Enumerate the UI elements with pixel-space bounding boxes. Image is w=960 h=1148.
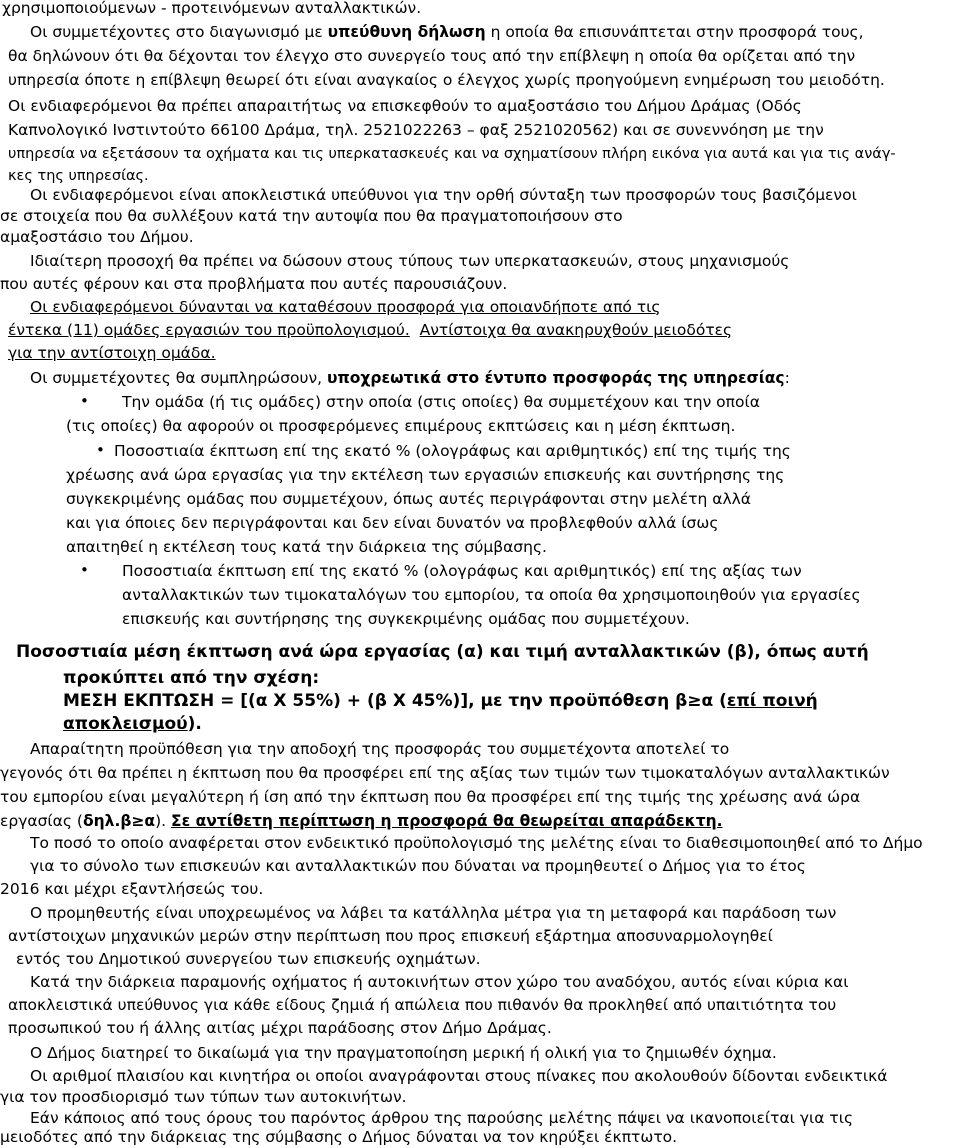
text-span: η οποία θα επισυνάπτεται στην προσφορά τους,	[485, 23, 864, 41]
underlined-span: έντεκα (11) ομάδες εργασιών του προϋπολογισμού.	[8, 321, 410, 339]
list-item-line: απαιτηθεί η εκτέλεση τους κατά την διάρκεια της σύμβασης.	[66, 538, 547, 556]
text-line: του εμπορίου είναι μεγαλύτερη ή ίση από την έκπτωση που θα προσφέρει επί της τιμής της χρέωσης ανά ώρα	[0, 788, 861, 806]
text-line	[0, 810, 723, 832]
text-span: Οι συμμετέχοντες θα συμπληρώσουν,	[30, 369, 328, 387]
list-item-line: και για όποιες δεν περιγράφονται και δεν είναι δυνατόν να προβλεφθούν αλλά ίσως	[66, 514, 719, 532]
text-line: χρησιμοποιούμενων - προτεινόμενων ανταλλακτικών.	[2, 0, 422, 17]
text-line: Οι ενδιαφερόμενοι θα πρέπει απαραιτήτως να επισκεφθούν το αμαξοστάσιο του Δήμου Δράμας (Οδός	[8, 97, 802, 115]
bold-underlined-span: Σε αντίθετη περίπτωση η προσφορά θα θεωρείται απαράδεκτη.	[171, 812, 723, 830]
bold-span: υπεύθυνη δήλωση	[327, 23, 486, 41]
formula-text: ).	[187, 714, 202, 734]
text-line: 2016 και μέχρι εξαντλήσεώς του.	[0, 880, 264, 898]
text-line: υπηρεσία όποτε η επίβλεψη θεωρεί ότι είναι αναγκαίος ο έλεγχος χωρίς προηγούμενη ενημέρωση του μειοδότη.	[8, 71, 885, 89]
underlined-span: Αντίστοιχα θα ανακηρυχθούν μειοδότες	[419, 321, 733, 339]
bullet-icon: •	[80, 561, 89, 579]
text-line: αποκλειστικά υπεύθυνος για κάθε είδους ζημιά ή απώλεια που πιθανόν θα προκληθεί από υπαιτιότητα του	[8, 996, 837, 1014]
text-line: που αυτές φέρουν και στα προβλήματα που αυτές παρουσιάζουν.	[0, 275, 508, 293]
text-line: Απαραίτητη προϋπόθεση για την αποδοχή της προσφοράς του συμμετέχοντα αποτελεί το	[30, 740, 730, 758]
text-line: Ο προμηθευτής είναι υποχρεωμένος να λάβει τα κατάλληλα μέτρα για τη μεταφορά και παράδοση των	[30, 904, 837, 922]
text-line: θα δηλώνουν ότι θα δέχονται τον έλεγχο στο συνεργείο τους από την επίβλεψη η οποία θα ορίζεται από την	[8, 47, 856, 65]
text-line	[8, 319, 732, 341]
text-span: ).	[155, 812, 171, 830]
text-span: :	[784, 369, 790, 387]
text-line: Οι αριθμοί πλαισίου και κινητήρα οι οποίοι αναγράφονται στους πίνακες που ακολουθούν δίδονται ενδεικτικά	[30, 1067, 888, 1085]
text-line: εντός του Δημοτικού συνεργείου των επισκευής οχημάτων.	[16, 950, 481, 968]
text-line: αμαξοστάσιο του Δήμου.	[0, 228, 194, 246]
text-line: κες της υπηρεσίας.	[8, 168, 149, 184]
text-line: Οι ενδιαφερόμενοι είναι αποκλειστικά υπεύθυνοι για την ορθή σύνταξη των προσφορών τους βασιζόμενοι	[30, 186, 857, 204]
formula-text: ΜΕΣΗ ΕΚΠΤΩΣΗ = [(α Χ 55%) + (β Χ 45%)], με την προϋπόθεση β≥α (	[63, 691, 727, 711]
text-line	[30, 21, 864, 43]
text-line: για τον προσδιορισμό των τύπων των αυτοκινήτων.	[0, 1088, 407, 1106]
formula-line	[63, 713, 202, 735]
formula-heading: Ποσοστιαία μέση έκπτωση ανά ώρα εργασίας (α) και τιμή ανταλλακτικών (β), όπως αυτή	[16, 642, 869, 662]
bullet-icon: •	[96, 441, 105, 459]
text-line: μειοδότες από την διάρκειας της σύμβασης ο Δήμος δύναται να τον κηρύξει έκπτωτο.	[0, 1128, 678, 1146]
list-item-line: επισκευής και συντήρησης της συγκεκριμένης ομάδας που συμμετέχουν.	[122, 610, 690, 628]
text-line: Εάν κάποιος από τους όρους του παρόντος άρθρου της παρούσης μελέτης πάψει να ικανοποιείται για τις	[30, 1109, 854, 1127]
bold-span: υποχρεωτικά στο έντυπο προσφοράς της υπηρεσίας	[327, 369, 785, 387]
bold-span: δηλ.β≥α	[82, 812, 156, 830]
formula-heading: προκύπτει από την σχέση:	[63, 668, 320, 688]
list-item-line: Ποσοστιαία έκπτωση επί της εκατό % (ολογράφως και αριθμητικός) επί της τιμής της	[114, 442, 791, 460]
text-line	[30, 367, 790, 389]
underlined-span: αποκλεισμού	[63, 714, 188, 734]
text-line: προσωπικού του ή άλλης αιτίας μέχρι παράδοσης στον Δήμο Δράμας.	[8, 1019, 552, 1037]
list-item-line: χρέωσης ανά ώρα εργασίας για την εκτέλεση των εργασιών επισκευής και συντήρησης της	[66, 466, 785, 484]
text-line: Ο Δήμος διατηρεί το δικαίωμά για την πραγματοποίηση μερική ή ολική για το ζημιωθέν όχημα.	[30, 1044, 777, 1062]
text-line: γεγονός ότι θα πρέπει η έκπτωση που θα προσφέρει επί της αξίας των τιμών των τιμοκαταλόγων ανταλλακτικών	[0, 764, 890, 782]
list-item-line: ανταλλακτικών των τιμοκαταλόγων του εμπορίου, τα οποία θα χρησιμοποιηθούν για εργασίες	[122, 586, 861, 604]
text-line: για την αντίστοιχη ομάδα.	[8, 344, 216, 362]
text-line: υπηρεσία να εξετάσουν τα οχήματα και τις υπερκατασκευές και να σχηματίσουν πλήρη εικόνα για αυτά και για τις ανάγ-	[8, 146, 896, 162]
underlined-span: επί ποινή	[726, 691, 818, 711]
text-line: Κατά την διάρκεια παραμονής οχήματος ή αυτοκινήτων στον χώρο του αναδόχου, αυτός είναι κύρια και	[30, 973, 849, 991]
text-span: εργασίας (	[0, 812, 83, 830]
list-item-line: Την ομάδα (ή τις ομάδες) στην οποία (στις οποίες) θα συμμετέχουν και την οποία	[122, 393, 760, 411]
list-item-line: Ποσοστιαία έκπτωση επί της εκατό % (ολογράφως και αριθμητικός) επί της αξίας των	[122, 562, 802, 580]
text-line: Οι ενδιαφερόμενοι δύνανται να καταθέσουν προσφορά για οποιανδήποτε από τις	[30, 298, 661, 316]
text-line: Ιδιαίτερη προσοχή θα πρέπει να δώσουν στους τύπους των υπερκατασκευών, στους μηχανισμούς	[30, 252, 790, 270]
list-item-line: συγκεκριμένης ομάδας που συμμετέχουν, όπως αυτές περιγράφονται στην μελέτη αλλά	[66, 490, 752, 508]
text-line: Καπνολογικό Ινστιντούτο 66100 Δράμα, τηλ. 2521022263 – φαξ 2521020562) και σε συνεννόηση με την	[8, 121, 824, 139]
bullet-icon: •	[80, 392, 89, 410]
list-item-line: (τις οποίες) θα αφορούν οι προσφερόμενες επιμέρους εκπτώσεις και η μέση έκπτωση.	[66, 417, 736, 435]
text-line: Το ποσό το οποίο αναφέρεται στον ενδεικτικό προϋπολογισμό της μελέτης είναι το διαθεσιμοποιηθεί από το Δήμο	[30, 834, 923, 852]
formula-line	[63, 690, 818, 712]
text-span: Οι συμμετέχοντες στο διαγωνισμό με	[30, 23, 328, 41]
text-line: αντίστοιχων μηχανικών μερών στην περίπτωση που προς επισκευή εξάρτημα αποσυναρμολογηθεί	[8, 927, 773, 945]
text-line: για το σύνολο των επισκευών και ανταλλακτικών που δύναται να προμηθευτεί ο Δήμος για το έτος	[30, 857, 806, 875]
text-line: σε στοιχεία που θα συλλέξουν κατά την αυτοψία που θα πραγματοποιήσουν στο	[0, 207, 623, 225]
